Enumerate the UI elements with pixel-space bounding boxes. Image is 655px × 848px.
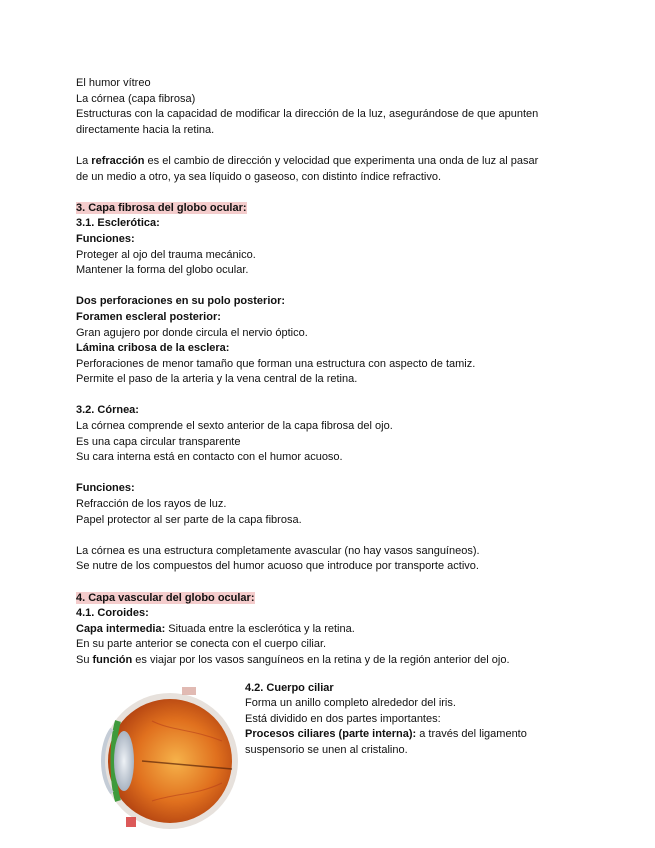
text-line: Gran agujero por donde circula el nervio óptico. <box>76 326 308 339</box>
text-line: Su cara interna está en contacto con el humor acuoso. <box>76 451 343 464</box>
perforations-title: Dos perforaciones en su polo posterior: <box>76 295 286 308</box>
text-line: La córnea es una estructura completamente avascular (no hay vasos sanguíneos). <box>76 544 480 557</box>
text-line: Papel protector al ser parte de la capa fibrosa. <box>76 513 302 526</box>
text-line: El humor vítreo <box>76 77 151 89</box>
text-line: de un medio a otro, ya sea líquido o gaseoso, con distinto índice refractivo. <box>76 170 442 183</box>
lamina-title: Lámina cribosa de la esclera: <box>76 342 230 355</box>
section-heading-3: 3. Capa fibrosa del globo ocular: <box>76 201 247 214</box>
document-page <box>76 76 586 841</box>
text-line: suspensorio se unen al cristalino. <box>245 743 408 756</box>
text-line: Proteger al ojo del trauma mecánico. <box>76 248 256 261</box>
text-line: Permite el paso de la arteria y la vena central de la retina. <box>76 373 358 386</box>
section-heading-4: 4. Capa vascular del globo ocular: <box>76 591 255 604</box>
text-line: En su parte anterior se conecta con el cuerpo ciliar. <box>76 638 327 651</box>
subheading-cornea: 3.2. Córnea: <box>76 404 139 417</box>
functions-label: Funciones: <box>76 232 135 245</box>
processes-line: Procesos ciliares (parte interna): a través del ligamento <box>245 728 527 741</box>
refraction-line: La refracción es el cambio de dirección y velocidad que experimenta una onda de luz al pasar <box>76 154 539 167</box>
refraction-term: refracción <box>91 154 145 167</box>
capa-line: Capa intermedia: Situada entre la esclerótica y la retina. <box>76 622 355 635</box>
text-line: Está dividido en dos partes importantes: <box>245 712 441 725</box>
eye-anatomy-image <box>82 681 242 841</box>
text-line: Refracción de los rayos de luz. <box>76 498 227 511</box>
text-line: Mantener la forma del globo ocular. <box>76 264 249 277</box>
text-line: La córnea comprende el sexto anterior de la capa fibrosa del ojo. <box>76 420 393 433</box>
text-line: Es una capa circular transparente <box>76 435 241 448</box>
text-line: Perforaciones de menor tamaño que forman una estructura con aspecto de tamiz. <box>76 357 476 370</box>
text-line: Se nutre de los compuestos del humor acuoso que introduce por transporte activo. <box>76 560 479 573</box>
text-line: directamente hacia la retina. <box>76 123 215 136</box>
subheading-esclerotica: 3.1. Esclerótica: <box>76 217 160 230</box>
text-line: Estructuras con la capacidad de modificar la dirección de la luz, asegurándose de que apunten <box>76 108 539 121</box>
ciliary-body-text <box>245 681 585 759</box>
text-line: La córnea (capa fibrosa) <box>76 92 196 105</box>
figure-row <box>76 681 586 841</box>
functions-label: Funciones: <box>76 482 135 495</box>
text-line: Forma un anillo completo alrededor del iris. <box>245 697 456 710</box>
subheading-coroides: 4.1. Coroides: <box>76 607 149 620</box>
foramen-title: Foramen escleral posterior: <box>76 310 221 323</box>
function-line: Su función es viajar por los vasos sanguíneos en la retina y de la región anterior del ojo. <box>76 653 510 666</box>
subheading-cuerpo-ciliar: 4.2. Cuerpo ciliar <box>245 681 334 694</box>
